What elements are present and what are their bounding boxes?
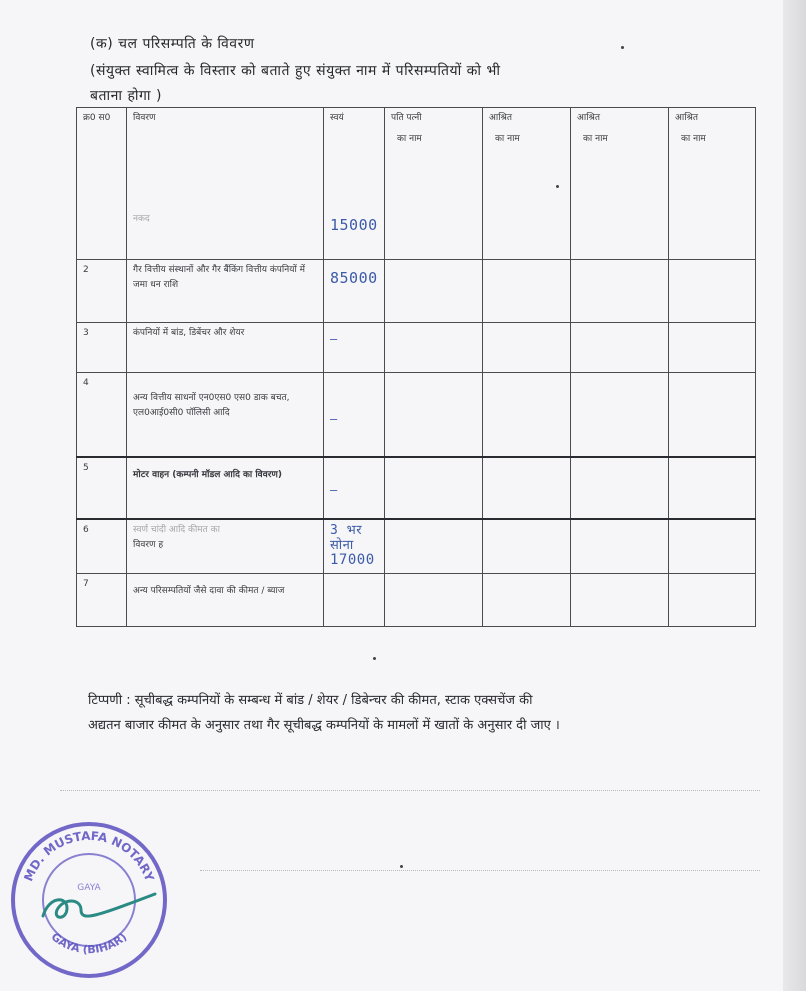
svg-text:GAYA: GAYA [77,883,101,893]
notary-seal [5,812,173,980]
scan-speck [373,657,376,660]
table-row [77,108,756,260]
section-instruction-line2: बताना होगा ) [90,88,162,104]
header-sl: क्र0 स0 [77,108,127,260]
cell-sl: 5 [77,457,127,519]
cell-description: स्वर्ण चांदी आदि कीमत का विवरण ह [127,519,324,574]
section-heading: (क) चल परिसम्पति के विवरण [90,36,255,52]
table-row [77,373,756,457]
cell-self: 3 भर सोना 17000 [324,519,385,574]
signature-stroke [43,894,155,917]
header-dependent-3: आश्रित का नाम [669,108,756,260]
table-row [77,260,756,323]
table-row [77,519,756,574]
svg-text:MD. MUSTAFA NOTARY: MD. MUSTAFA NOTARY [21,828,157,884]
divider [200,870,760,871]
cell-desc-cash: नकद [133,214,150,224]
cell-sl: 4 [77,373,127,457]
divider [60,790,760,791]
cell-sl: 6 [77,519,127,574]
table-row [77,574,756,627]
cell-description: कंपनियों में बांड, डिबेंचर और शेयर [127,323,324,373]
scan-edge [783,0,806,991]
cell-self: 85000 [324,260,385,323]
cell-sl: 7 [77,574,127,627]
cell-description: अन्य परिसम्पतियों जैसे दावा की कीमत / ब्याज [127,574,324,627]
header-dependent-2: आश्रित का नाम [571,108,669,260]
header-self: स्वयं 15000 [324,108,385,260]
section-instruction-line1: (संयुक्त स्वामित्व के विस्तार को बताते हुए संयुक्त नाम में परिसम्पतियों को भी [90,63,501,79]
cell-self [324,574,385,627]
cell-sl: 2 [77,260,127,323]
cell-description: गैर वित्तीय संस्थानों और गैर बैंकिंग वित्तीय कंपनियों में जमा धन राशि [127,260,324,323]
scan-speck [621,46,624,49]
table-row [77,323,756,373]
header-description: विवरण नकद [127,108,324,260]
cell-description: मोटर वाहन (कम्पनी मॉडल आदि का विवरण) [127,457,324,519]
header-spouse: पति पत्नी का नाम [385,108,483,260]
movable-assets-table [76,107,756,627]
cell-self: — [324,457,385,519]
cell-sl: 3 [77,323,127,373]
table-row [77,457,756,519]
cell-self: — [324,323,385,373]
scan-speck [556,185,559,188]
svg-text:GAYA (BIHAR): GAYA (BIHAR) [48,930,130,957]
scan-speck [400,865,403,868]
footnote: टिप्पणी : सूचीबद्ध कम्पनियों के सम्बन्ध में बांड / शेयर / डिबेन्चर की कीमत, स्टाक एक्सचेंज की अद्यतन बाजार कीमत के अनुसार तथा गैर सूचीबद्ध कम्पनियों के मामलों में खातों के अनुसार दी जाए । [88,693,560,733]
handwritten-cash-value: 15000 [330,216,378,234]
cell-description: अन्य वित्तीय साधनों एन0एस0 एस0 डाक बचत, एल0आई0सी0 पॉलिसी आदि [127,373,324,457]
cell-self: — [324,373,385,457]
header-dependent-1: आश्रित का नाम [483,108,571,260]
